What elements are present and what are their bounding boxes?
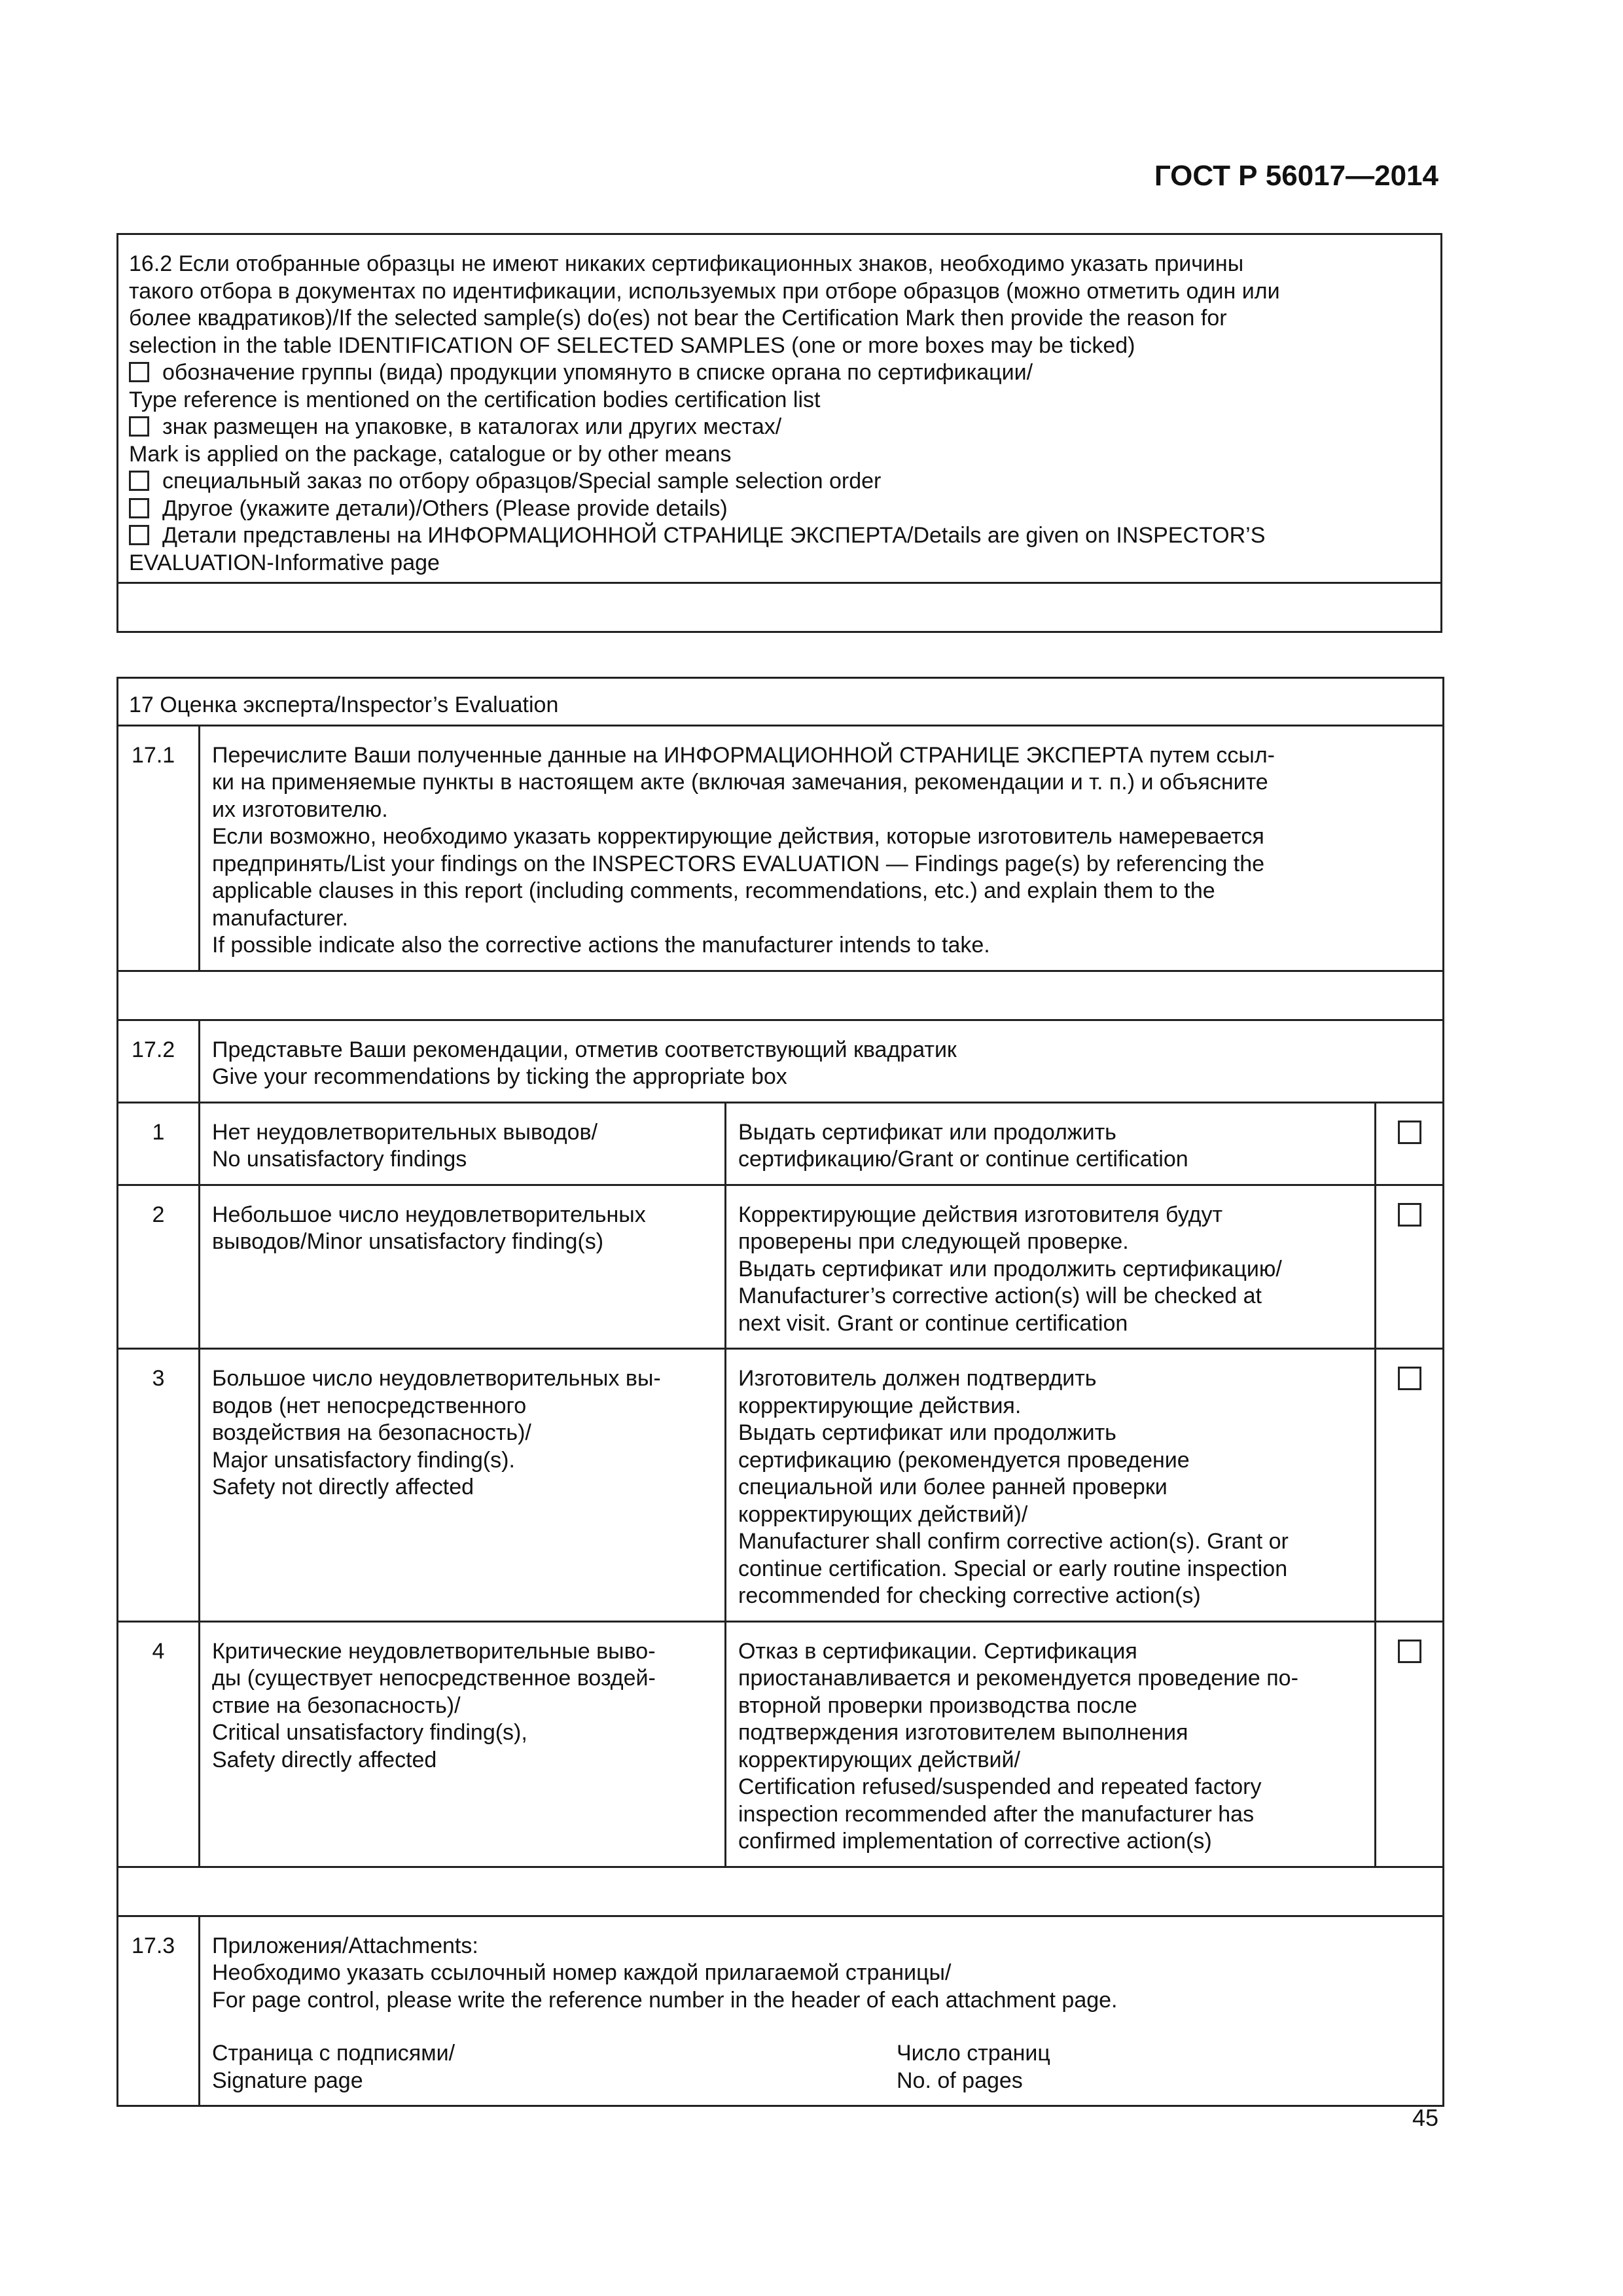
option-type-reference-en: Type reference is mentioned on the certification bodies certification list xyxy=(129,387,821,412)
text-line: Корректирующие действия изготовителя будут xyxy=(738,1202,1223,1227)
text-line: Небольшое число неудовлетворительных xyxy=(212,1202,646,1227)
checkbox-cell xyxy=(1376,1102,1444,1185)
page-number: 45 xyxy=(1412,2104,1438,2131)
text-line: Перечислите Ваши полученные данные на ИНФОРМАЦИОННОЙ СТРАНИЦЕ ЭКСПЕРТА путем ссыл- xyxy=(212,742,1275,768)
text-line: Критические неудовлетворительные выво- xyxy=(212,1638,656,1664)
finding-cell xyxy=(200,1349,726,1622)
option-details-inspector: Детали представлены на ИНФОРМАЦИОННОЙ СТРАНИЦЕ ЭКСПЕРТА/Details are given on INSPECTOR’S xyxy=(162,523,1266,548)
action-cell xyxy=(726,1185,1376,1349)
option-others: Другое (укажите детали)/Others (Please provide details) xyxy=(162,495,728,521)
text-line: Если возможно, необходимо указать корректирующие действия, которые изготовитель намеревается xyxy=(212,824,1264,849)
text-line: Представьте Ваши рекомендации, отметив соответствующий квадратик xyxy=(212,1037,957,1062)
action-cell xyxy=(726,1102,1376,1185)
text-line: предпринять/List your findings on the INSPECTORS EVALUATION — Findings page(s) by referencing the xyxy=(212,851,1265,876)
text-line: приостанавливается и рекомендуется проведение по- xyxy=(738,1666,1298,1691)
option-mark-package-ru: знак размещен на упаковке, в каталогах или других местах/ xyxy=(162,414,782,439)
blank-row xyxy=(118,1867,1444,1916)
text-line: Выдать сертификат или продолжить xyxy=(738,1119,1116,1145)
text-line: Отказ в сертификации. Сертификация xyxy=(738,1638,1137,1664)
text-line: специальной или более ранней проверки xyxy=(738,1475,1168,1499)
recommendation-checkbox[interactable] xyxy=(1398,1367,1421,1390)
row-number: 3 xyxy=(118,1349,200,1622)
text-line: applicable clauses in this report (including comments, recommendations, etc.) and explain them to the xyxy=(212,878,1215,903)
text-line: continue certification. Special or early routine inspection xyxy=(738,1556,1288,1581)
text-line: сертификацию/Grant or continue certification xyxy=(738,1147,1188,1172)
text-line: ки на применяемые пункты в настоящем акте (включая замечания, рекомендации и т. п.) и объясните xyxy=(212,770,1268,795)
action-cell xyxy=(726,1621,1376,1867)
blank-row xyxy=(118,971,1444,1020)
text-line: Safety not directly affected xyxy=(212,1475,474,1499)
section-17-3-text xyxy=(200,1916,1444,2106)
text-line: Major unsatisfactory finding(s). xyxy=(212,1447,515,1473)
page-count-label-en: No. of pages xyxy=(897,2068,1023,2093)
section-16-2-table xyxy=(116,233,1442,633)
text-line: manufacturer. xyxy=(212,905,348,931)
checkbox-cell xyxy=(1376,1185,1444,1349)
text-line: Приложения/Attachments: xyxy=(212,1933,478,1958)
finding-cell xyxy=(200,1621,726,1867)
text-line: Give your recommendations by ticking the appropriate box xyxy=(212,1064,787,1089)
signature-page-label-en: Signature page xyxy=(212,2068,363,2093)
text-line: подтверждения изготовителем выполнения xyxy=(738,1720,1188,1745)
text-line: inspection recommended after the manufacturer has xyxy=(738,1801,1255,1827)
text-line: Выдать сертификат или продолжить сертификацию/ xyxy=(738,1256,1282,1282)
finding-cell xyxy=(200,1102,726,1185)
option-special-order: специальный заказ по отбору образцов/Special sample selection order xyxy=(162,469,882,493)
recommendation-row xyxy=(118,1349,1444,1622)
text-line: сертификацию (рекомендуется проведение xyxy=(738,1447,1190,1473)
text-line: Большое число неудовлетворительных вы- xyxy=(212,1366,661,1391)
option-details-inspector-cont: EVALUATION-Informative page xyxy=(129,550,440,575)
recommendation-row xyxy=(118,1621,1444,1867)
text-line: проверены при следующей проверке. xyxy=(738,1229,1129,1254)
text-line: Изготовитель должен подтвердить xyxy=(738,1366,1097,1391)
recommendation-checkbox[interactable] xyxy=(1398,1203,1421,1227)
checkbox-others[interactable] xyxy=(129,498,149,518)
section-number: 17.1 xyxy=(118,725,200,971)
text-line: выводов/Minor unsatisfactory finding(s) xyxy=(212,1229,604,1254)
recommendation-row xyxy=(118,1185,1444,1349)
page-count-label-ru: Число страниц xyxy=(897,2041,1050,2066)
section-16-2-cell xyxy=(118,234,1442,583)
row-number: 2 xyxy=(118,1185,200,1349)
checkbox-mark-package[interactable] xyxy=(129,416,149,437)
text-line: recommended for checking corrective action(s) xyxy=(738,1583,1201,1608)
text-line: If possible indicate also the corrective actions the manufacturer intends to take. xyxy=(212,933,990,958)
section-number: 17.2 xyxy=(118,1020,200,1102)
text-line: Выдать сертификат или продолжить xyxy=(738,1420,1116,1445)
section-17-title: 17 Оценка эксперта/Inspector’s Evaluation xyxy=(118,678,1444,726)
text-line: Certification refused/suspended and repeated factory xyxy=(738,1774,1262,1799)
text-line: Необходимо указать ссылочный номер каждой прилагаемой страницы/ xyxy=(212,1960,952,1985)
text-line: вторной проверки производства после xyxy=(738,1693,1137,1718)
text-line: next visit. Grant or continue certification xyxy=(738,1310,1128,1336)
document-header: ГОСТ Р 56017—2014 xyxy=(1154,160,1438,192)
text-line: confirmed implementation of corrective action(s) xyxy=(738,1829,1212,1854)
finding-cell xyxy=(200,1185,726,1349)
text-line: их изготовителю. xyxy=(212,797,388,822)
text-line: водов (нет непосредственного xyxy=(212,1393,527,1418)
text-line: ствие на безопасность)/ xyxy=(212,1693,461,1718)
recommendation-checkbox[interactable] xyxy=(1398,1121,1421,1144)
section-number: 17.3 xyxy=(118,1916,200,2106)
row-number: 4 xyxy=(118,1621,200,1867)
option-mark-package-en: Mark is applied on the package, catalogue or by other means xyxy=(129,441,732,467)
text-line: Manufacturer’s corrective action(s) will be checked at xyxy=(738,1283,1262,1308)
text-line: Нет неудовлетворительных выводов/ xyxy=(212,1119,598,1145)
checkbox-type-reference[interactable] xyxy=(129,362,149,382)
checkbox-details-inspector[interactable] xyxy=(129,525,149,545)
text-line: No unsatisfactory findings xyxy=(212,1147,467,1172)
action-cell xyxy=(726,1349,1376,1622)
recommendation-row xyxy=(118,1102,1444,1185)
section-17-2-text xyxy=(200,1020,1444,1102)
text-line: воздействия на безопасность)/ xyxy=(212,1420,531,1445)
signature-page-label-ru: Страница с подписями/ xyxy=(212,2041,455,2066)
blank-row xyxy=(118,583,1442,632)
intro-line: такого отбора в документах по идентификации, используемых при отборе образцов (можно отметить один или xyxy=(129,278,1280,304)
intro-line: 16.2 Если отобранные образцы не имеют никаких сертификационных знаков, необходимо указать причины xyxy=(129,251,1244,276)
row-number: 1 xyxy=(118,1102,200,1185)
checkbox-cell xyxy=(1376,1621,1444,1867)
text-line: корректирующих действий/ xyxy=(738,1747,1020,1772)
recommendation-checkbox[interactable] xyxy=(1398,1640,1421,1663)
text-line: ды (существует непосредственное воздей- xyxy=(212,1666,656,1691)
intro-line: selection in the table IDENTIFICATION OF SELECTED SAMPLES (one or more boxes may be ticked) xyxy=(129,332,1135,358)
text-line: For page control, please write the reference number in the header of each attachment page. xyxy=(212,1987,1118,2013)
text-line: Critical unsatisfactory finding(s), xyxy=(212,1720,527,1745)
checkbox-special-order[interactable] xyxy=(129,471,149,491)
text-line: Manufacturer shall confirm corrective action(s). Grant or xyxy=(738,1529,1289,1554)
checkbox-cell xyxy=(1376,1349,1444,1622)
text-line: корректирующие действия. xyxy=(738,1393,1022,1418)
option-type-reference-ru: обозначение группы (вида) продукции упомянуто в списке органа по сертификации/ xyxy=(162,360,1033,385)
section-17-1-text xyxy=(200,725,1444,971)
text-line: корректирующих действий)/ xyxy=(738,1501,1028,1527)
text-line: Safety directly affected xyxy=(212,1747,437,1772)
intro-line: более квадратиков)/If the selected sample(s) do(es) not bear the Certification Mark then provide the reason for xyxy=(129,306,1227,331)
section-17-table xyxy=(116,677,1444,2107)
